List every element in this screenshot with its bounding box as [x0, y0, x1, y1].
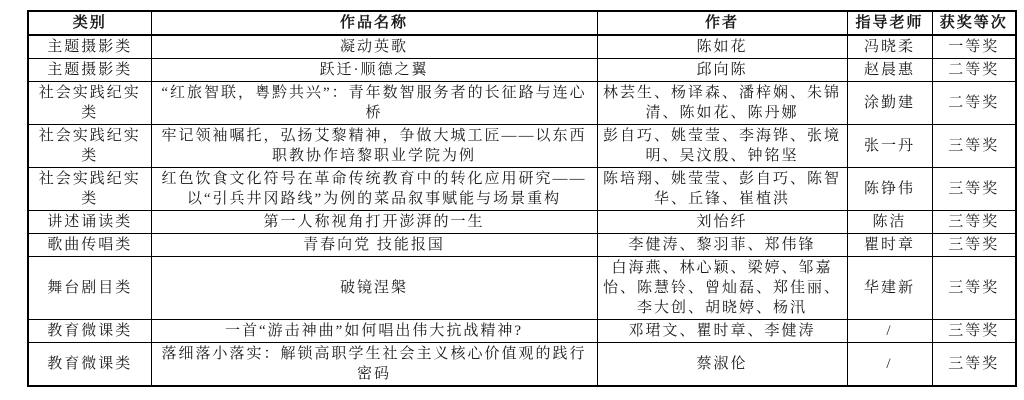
cell-award: 三等奖 [932, 257, 1016, 320]
award-table [27, 10, 1017, 387]
cell-authors: 陈如花 [597, 35, 847, 59]
cell-advisor: 赵晨惠 [847, 59, 932, 82]
header-row [28, 11, 1016, 35]
cell-award: 三等奖 [932, 320, 1016, 343]
table-row [28, 234, 1016, 257]
cell-title: 青春向党 技能报国 [151, 234, 597, 257]
cell-authors: 白海燕、林心颖、梁婷、邹嘉怡、陈慧铃、曾灿磊、郑佳丽、李大创、胡晓婷、杨汛 [597, 257, 847, 320]
header-category: 类别 [28, 11, 151, 35]
table-header [28, 11, 1016, 35]
cell-award: 一等奖 [932, 35, 1016, 59]
cell-title: 跃迁·顺德之翼 [151, 59, 597, 82]
cell-title: 落细落小落实：解锁高职学生社会主义核心价值观的践行密码 [151, 343, 597, 387]
table-row [28, 125, 1016, 168]
cell-title: 第一人称视角打开澎湃的一生 [151, 211, 597, 234]
table-row [28, 211, 1016, 234]
header-advisor: 指导老师 [847, 11, 932, 35]
cell-award: 三等奖 [932, 125, 1016, 168]
cell-advisor: 瞿时章 [847, 234, 932, 257]
cell-category: 歌曲传唱类 [28, 234, 151, 257]
cell-title: 牢记领袖嘱托，弘扬艾黎精神，争做大城工匠——以东西职教协作培黎职业学院为例 [151, 125, 597, 168]
cell-authors: 蔡淑伦 [597, 343, 847, 387]
table-row [28, 257, 1016, 320]
cell-award: 二等奖 [932, 59, 1016, 82]
cell-authors: 林芸生、杨译森、潘梓娴、朱锦清、陈如花、陈丹娜 [597, 82, 847, 125]
table-row [28, 82, 1016, 125]
table-row [28, 35, 1016, 59]
cell-category: 教育微课类 [28, 343, 151, 387]
cell-title: 一首“游击神曲”如何唱出伟大抗战精神? [151, 320, 597, 343]
cell-authors: 刘怡纤 [597, 211, 847, 234]
cell-authors: 陈培翔、姚莹莹、彭自巧、陈智华、丘锋、崔植洪 [597, 168, 847, 211]
cell-advisor: 涂勤建 [847, 82, 932, 125]
cell-advisor: 冯晓柔 [847, 35, 932, 59]
cell-advisor: 张一丹 [847, 125, 932, 168]
cell-advisor: / [847, 343, 932, 387]
header-award: 获奖等次 [932, 11, 1016, 35]
cell-category: 社会实践纪实类 [28, 125, 151, 168]
table-row [28, 168, 1016, 211]
cell-category: 社会实践纪实类 [28, 168, 151, 211]
table-row [28, 59, 1016, 82]
cell-category: 主题摄影类 [28, 59, 151, 82]
cell-authors: 邓珺文、瞿时章、李健涛 [597, 320, 847, 343]
cell-category: 教育微课类 [28, 320, 151, 343]
table-body [28, 35, 1016, 386]
cell-authors: 李健涛、黎羽菲、郑伟锋 [597, 234, 847, 257]
cell-advisor: 华建新 [847, 257, 932, 320]
table-row [28, 343, 1016, 387]
table-row [28, 320, 1016, 343]
cell-award: 三等奖 [932, 168, 1016, 211]
cell-category: 主题摄影类 [28, 35, 151, 59]
header-authors: 作者 [597, 11, 847, 35]
cell-award: 二等奖 [932, 82, 1016, 125]
cell-award: 三等奖 [932, 234, 1016, 257]
cell-authors: 邱向陈 [597, 59, 847, 82]
cell-advisor: 陈铮伟 [847, 168, 932, 211]
cell-category: 舞台剧目类 [28, 257, 151, 320]
cell-award: 三等奖 [932, 343, 1016, 387]
cell-title: “红旅智联，粤黔共兴”：青年数智服务者的长征路与连心桥 [151, 82, 597, 125]
cell-title: 红色饮食文化符号在革命传统教育中的转化应用研究——以“引兵井冈路线”为例的菜品叙事赋能与场景重构 [151, 168, 597, 211]
cell-advisor: / [847, 320, 932, 343]
cell-category: 讲述诵读类 [28, 211, 151, 234]
cell-title: 凝动英歌 [151, 35, 597, 59]
cell-award: 三等奖 [932, 211, 1016, 234]
cell-title: 破镜涅槃 [151, 257, 597, 320]
cell-advisor: 陈洁 [847, 211, 932, 234]
cell-authors: 彭自巧、姚莹莹、李海铧、张境明、吴汶殷、钟铭坚 [597, 125, 847, 168]
header-title: 作品名称 [151, 11, 597, 35]
cell-category: 社会实践纪实类 [28, 82, 151, 125]
